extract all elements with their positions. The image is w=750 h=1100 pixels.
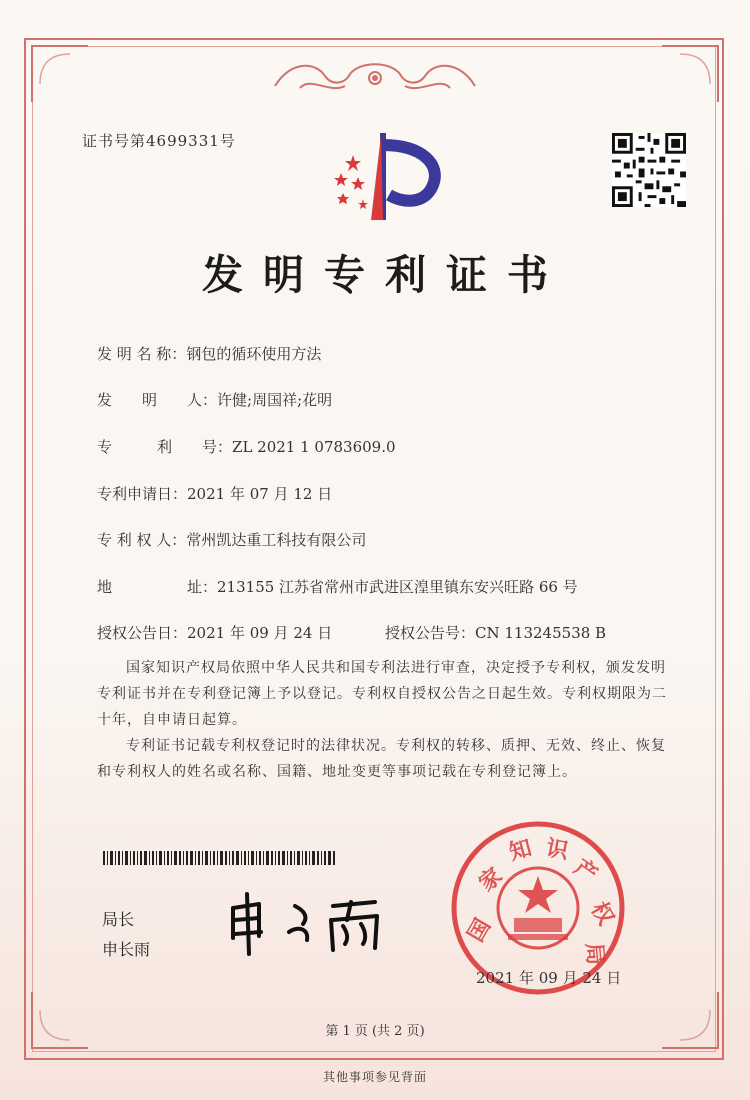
barcode-icon [103, 851, 335, 865]
field-label: 专 利 号： [97, 438, 233, 456]
field-address [97, 576, 578, 597]
qr-code-icon [612, 133, 686, 207]
field-label: 发 明 名 称： [97, 345, 187, 363]
notice-paragraph-2: 专利证书记载专利权登记时的法律状况。专利权的转移、质押、无效、终止、恢复和专利权人的姓名或名称、国籍、地址变更等事项记载在专利登记簿上。 [97, 738, 666, 780]
svg-text:国: 国 [463, 914, 497, 947]
field-label: 地 址： [97, 578, 218, 596]
field-value: 钢包的循环使用方法 [186, 345, 322, 363]
field-patent-number [97, 436, 396, 457]
signature-image [225, 890, 395, 960]
field-value: 2021 年 07 月 12 日 [187, 485, 333, 503]
field-invention-name [97, 343, 321, 364]
field-inventors [97, 389, 332, 410]
field-label: 授权公告号： [385, 624, 476, 642]
page-number: 第 1 页 (共 2 页) [325, 1024, 425, 1039]
cnipa-logo [323, 125, 443, 225]
svg-text:局: 局 [580, 941, 608, 966]
director-name: 申长雨 [102, 940, 151, 959]
corner-ornament-top-left [30, 44, 90, 104]
field-value: ZL 2021 1 0783609.0 [232, 438, 396, 456]
field-filing-date [97, 483, 332, 504]
svg-text:识: 识 [544, 835, 571, 865]
field-patentee [97, 529, 366, 550]
field-label: 专利申请日： [97, 485, 188, 503]
top-ornament [270, 56, 480, 96]
field-label: 专 利 权 人： [97, 531, 187, 549]
svg-text:权: 权 [585, 898, 619, 930]
notice-paragraph-1: 国家知识产权局依照中华人民共和国专利法进行审查，决定授予专利权，颁发发明专利证书并在专利登记簿上予以登记。专利权自授权公告之日起生效。专利权期限为二十年，自申请日起算。 [97, 660, 667, 728]
field-value: 2021 年 09 月 24 日 [187, 624, 333, 642]
field-value: 常州凯达重工科技有限公司 [186, 531, 367, 549]
field-label: 授权公告日： [97, 624, 188, 642]
field-label: 发 明 人： [97, 391, 218, 409]
field-grant-number [385, 622, 606, 643]
footer-note: 其他事项参见背面 [322, 1070, 427, 1084]
field-value: 213155 江苏省常州市武进区湟里镇东安兴旺路 66 号 [217, 578, 578, 596]
director-title: 局长 [102, 910, 135, 929]
corner-ornament-top-right [660, 44, 720, 104]
field-grant-date [97, 622, 332, 643]
svg-text:家: 家 [474, 863, 508, 897]
certificate-number: 证书号第4699331号 [82, 132, 236, 150]
field-value: 许健;周国祥;花明 [217, 391, 333, 409]
svg-text:产: 产 [569, 854, 602, 889]
certificate-title: 发明专利证书 [202, 251, 568, 299]
field-value: CN 113245538 B [475, 624, 607, 642]
svg-text:知: 知 [506, 835, 535, 866]
seal-date: 2021 年 09 月 24 日 [476, 969, 622, 987]
